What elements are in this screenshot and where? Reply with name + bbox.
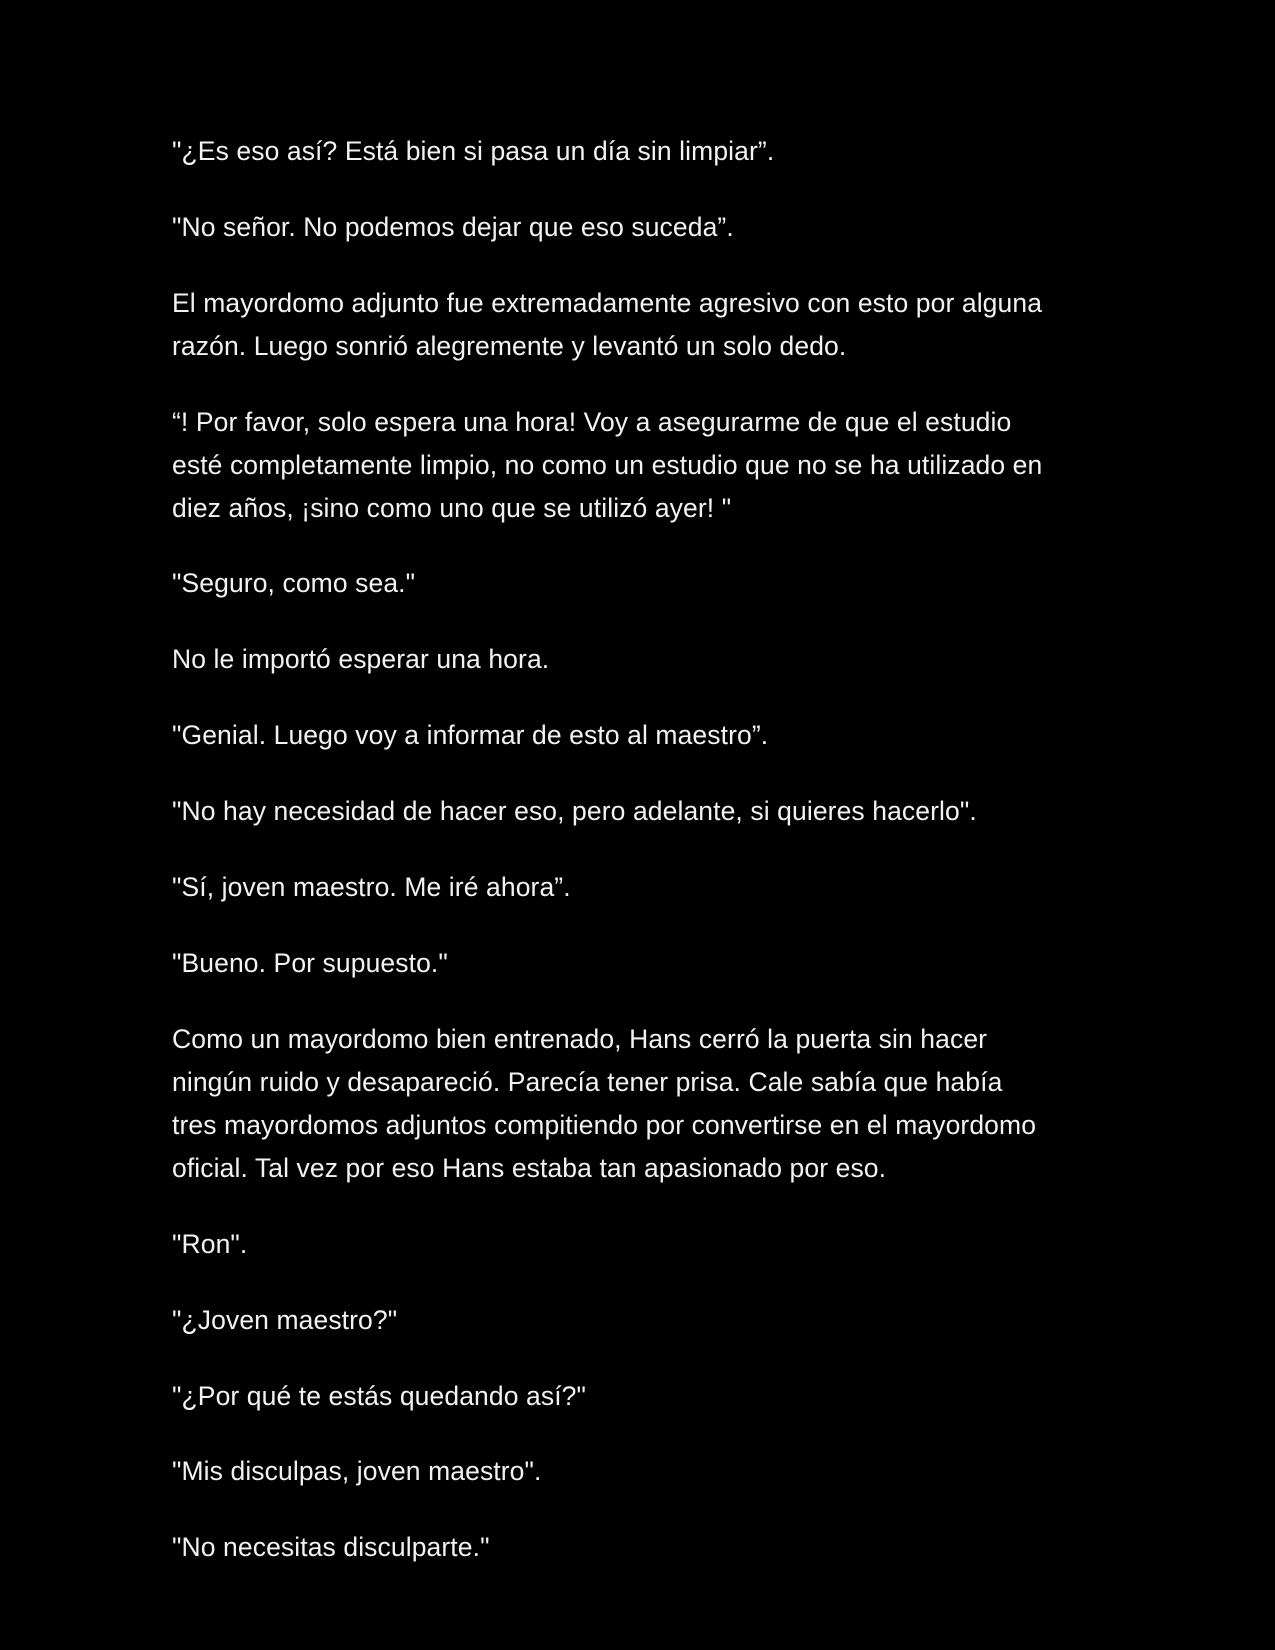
paragraph: El mayordomo adjunto fue extremadamente agresivo con esto por alguna razón. Luego sonrió alegremente y levantó un solo dedo.	[172, 287, 1050, 361]
paragraph: "¿Joven maestro?"	[172, 1304, 398, 1335]
paragraph: "¿Es eso así? Está bien si pasa un día sin limpiar”.	[172, 136, 775, 166]
document-body	[172, 130, 1052, 1569]
paragraph: “! Por favor, solo espera una hora! Voy a asegurarme de que el estudio esté completamente limpio, no como un estudio que no se ha utilizado en diez años, ¡sino como uno que se utilizó ayer! "	[172, 406, 1050, 523]
paragraph: "Bueno. Por supuesto."	[172, 948, 448, 979]
paragraph: "No señor. No podemos dejar que eso suceda”.	[172, 211, 734, 242]
paragraph: "No hay necesidad de hacer eso, pero adelante, si quieres hacerlo".	[172, 796, 977, 827]
paragraph: "Genial. Luego voy a informar de esto al maestro”.	[172, 720, 769, 751]
paragraph: Como un mayordomo bien entrenado, Hans cerró la puerta sin hacer ningún ruido y desapareció. Parecía tener prisa. Cale sabía que había tres mayordomos adjuntos compitiendo por convertirse en el mayordomo oficial. Tal vez por eso Hans estaba tan apasionado por eso.	[172, 1023, 1044, 1183]
paragraph: "Ron".	[172, 1228, 248, 1259]
paragraph: "Mis disculpas, joven maestro".	[172, 1456, 542, 1487]
paragraph: "No necesitas disculparte."	[172, 1532, 490, 1563]
paragraph: "Seguro, como sea."	[172, 568, 416, 599]
paragraph: No le importó esperar una hora.	[172, 644, 550, 675]
paragraph: "¿Por qué te estás quedando así?"	[172, 1380, 586, 1411]
paragraph: "Sí, joven maestro. Me iré ahora”.	[172, 872, 571, 903]
